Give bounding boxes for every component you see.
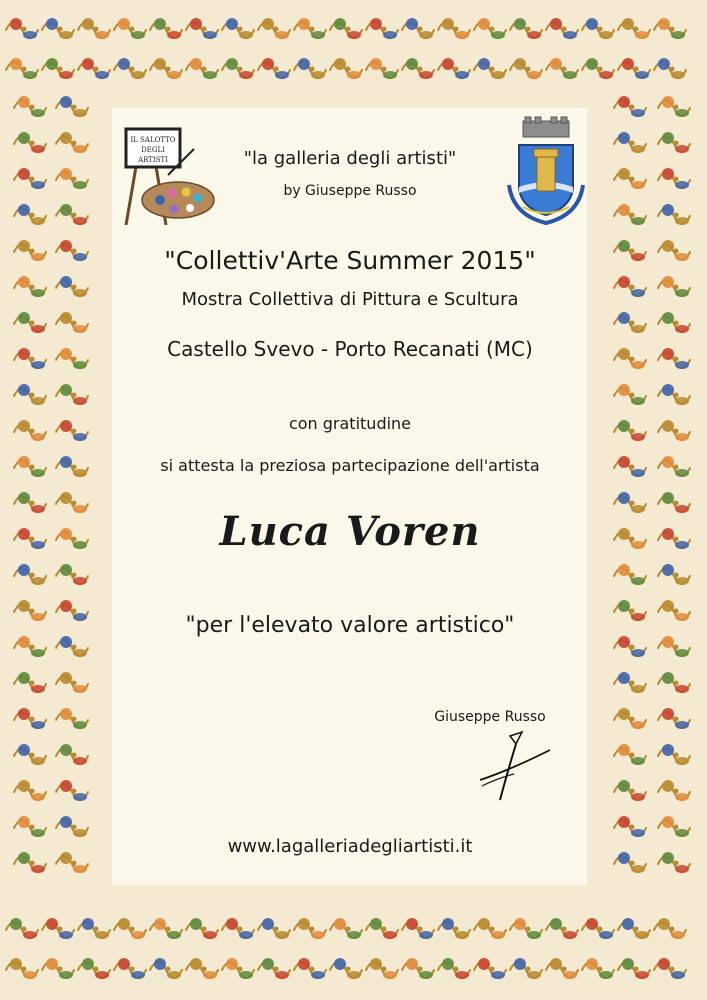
website-url: www.lagalleriadegliartisti.it [227,836,473,857]
event-subtitle: Mostra Collettiva di Pittura e Scultura [181,289,519,310]
handwritten-signature [470,730,560,810]
gratitude-text: con gratitudine [288,414,412,433]
attestation-text: si attesta la preziosa partecipazione dell'artista [160,456,540,475]
event-title: "Collettiv'Arte Summer 2015" [164,246,536,275]
signer-name: Giuseppe Russo [434,709,546,725]
salotto-artisti-logo [108,125,216,225]
event-location: Castello Svevo - Porto Recanati (MC) [167,337,533,361]
gallery-author: by Giuseppe Russo [283,183,417,199]
svg-text:DEGLI: DEGLI [141,146,165,154]
gallery-name: "la galleria degli artisti" [243,148,457,169]
svg-text:IL SALOTTO: IL SALOTTO [130,136,176,144]
artist-name: Luca Voren [219,508,481,555]
motivation-text: "per l'elevato valore artistico" [185,613,515,638]
svg-text:ARTISTI: ARTISTI [138,156,168,164]
coat-of-arms-logo [505,115,587,227]
